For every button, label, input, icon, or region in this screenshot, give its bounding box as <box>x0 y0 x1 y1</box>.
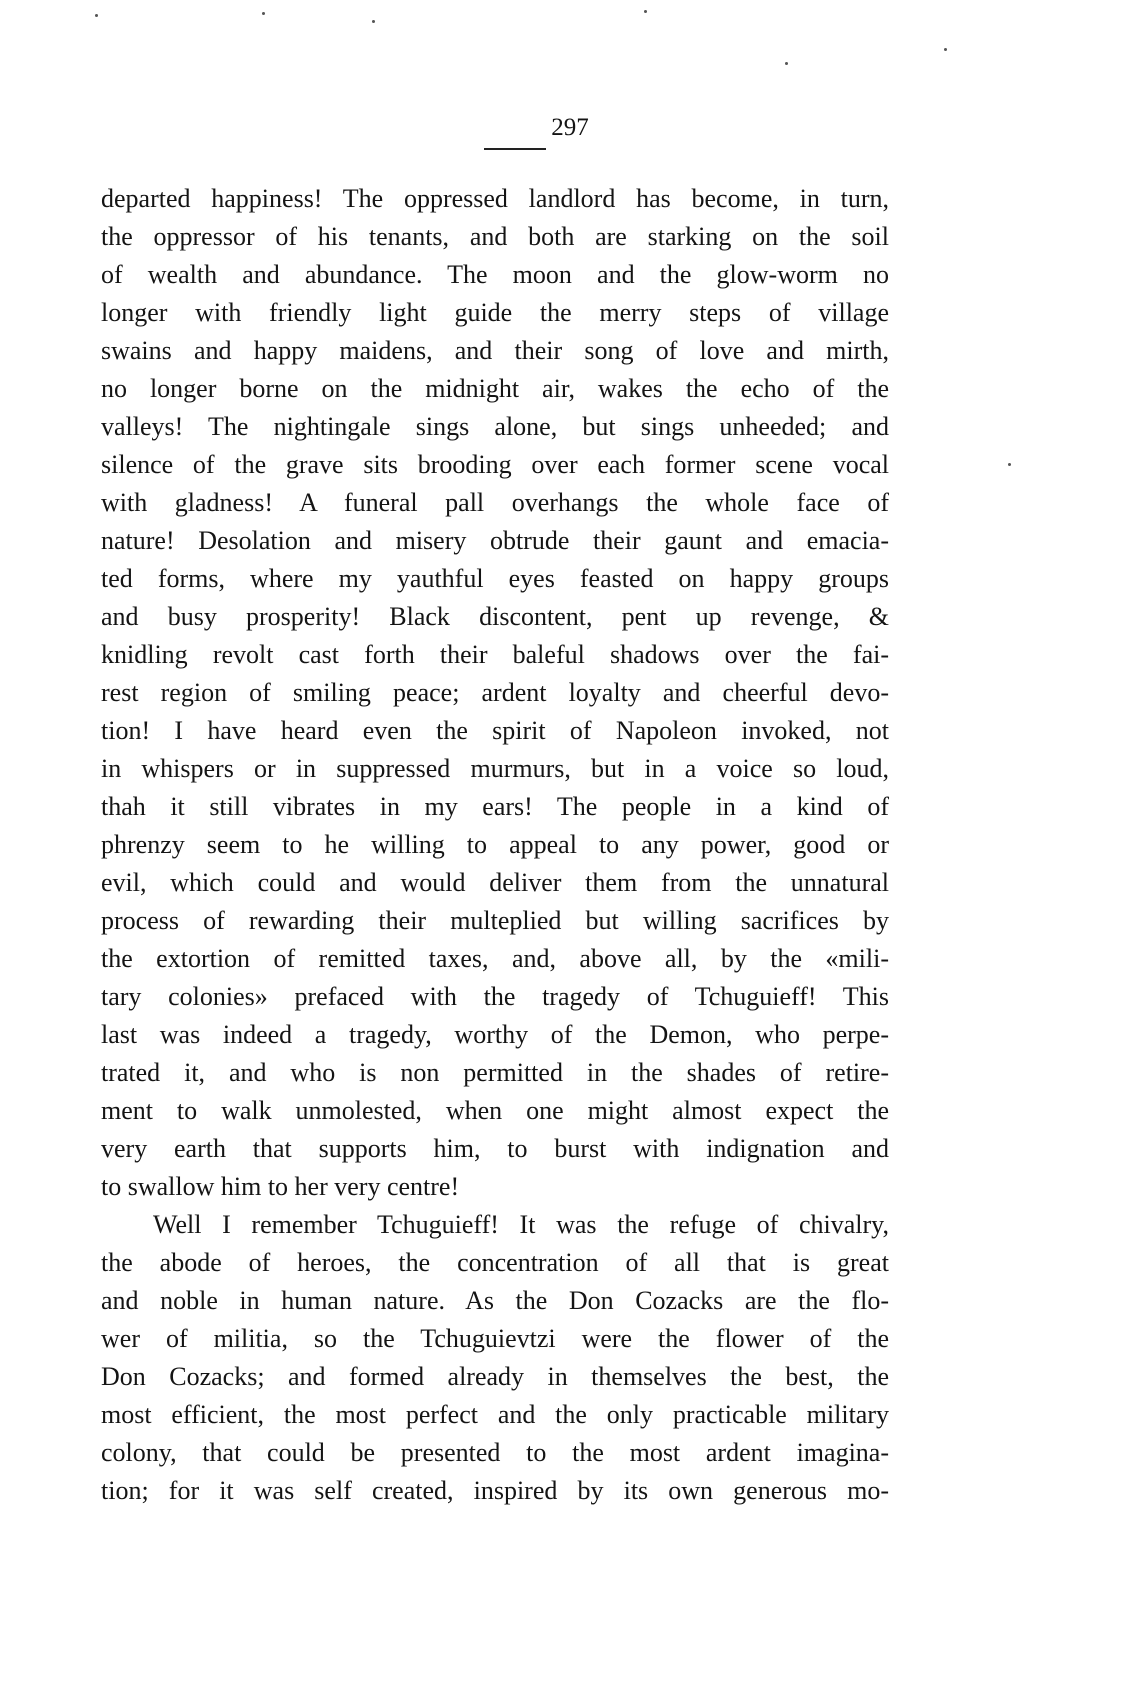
page-number: 297 <box>551 114 589 141</box>
text-line: tary colonies» prefaced with the tragedy of Tchuguieff! This <box>101 982 889 1011</box>
text-line: evil, which could and would deliver them from the unnatural <box>101 868 889 897</box>
page-number-rule <box>484 148 546 150</box>
text-line: and busy prosperity! Black discontent, pent up revenge, & <box>101 602 889 631</box>
text-line: of wealth and abundance. The moon and the glow-worm no <box>101 260 889 289</box>
text-line: with gladness! A funeral pall overhangs the whole face of <box>101 488 889 517</box>
text-line: the oppressor of his tenants, and both are starking on the soil <box>101 222 889 251</box>
text-line: colony, that could be presented to the most ardent imagina- <box>101 1438 889 1467</box>
text-line: swains and happy maidens, and their song of love and mirth, <box>101 336 889 365</box>
scan-speck <box>95 14 98 17</box>
text-line: in whispers or in suppressed murmurs, but in a voice so loud, <box>101 754 889 783</box>
text-line: no longer borne on the midnight air, wakes the echo of the <box>101 374 889 403</box>
scan-speck <box>262 12 265 15</box>
text-line: very earth that supports him, to burst with indignation and <box>101 1134 889 1163</box>
text-line: wer of militia, so the Tchuguievtzi were the flower of the <box>101 1324 889 1353</box>
text-line: phrenzy seem to he willing to appeal to any power, good or <box>101 830 889 859</box>
text-line: thah it still vibrates in my ears! The people in a kind of <box>101 792 889 821</box>
scan-speck <box>785 62 788 65</box>
text-line: silence of the grave sits brooding over each former scene vocal <box>101 450 889 479</box>
text-line: ment to walk unmolested, when one might almost expect the <box>101 1096 889 1125</box>
text-line: the extortion of remitted taxes, and, above all, by the «mili- <box>101 944 889 973</box>
text-line: tion! I have heard even the spirit of Napoleon invoked, not <box>101 716 889 745</box>
text-line: Don Cozacks; and formed already in themselves the best, the <box>101 1362 889 1391</box>
text-line: ted forms, where my yauthful eyes feasted on happy groups <box>101 564 889 593</box>
text-line: the abode of heroes, the concentration of all that is great <box>101 1248 889 1277</box>
text-line: most efficient, the most perfect and the only practicable military <box>101 1400 889 1429</box>
paragraph <box>101 1206 889 1510</box>
text-line: trated it, and who is non permitted in the shades of retire- <box>101 1058 889 1087</box>
scan-speck <box>644 10 647 13</box>
body-text <box>101 180 889 1510</box>
text-line: tion; for it was self created, inspired by its own generous mo- <box>101 1476 889 1505</box>
text-line: and noble in human nature. As the Don Cozacks are the flo- <box>101 1286 889 1315</box>
scan-speck <box>1008 463 1011 466</box>
text-line: Well I remember Tchuguieff! It was the refuge of chivalry, <box>153 1210 889 1239</box>
text-line: to swallow him to her very centre! <box>101 1172 460 1201</box>
text-line: rest region of smiling peace; ardent loyalty and cheerful devo- <box>101 678 889 707</box>
text-line: valleys! The nightingale sings alone, but sings unheeded; and <box>101 412 889 441</box>
paragraph <box>101 180 889 1206</box>
text-line: process of rewarding their multeplied but willing sacrifices by <box>101 906 889 935</box>
scan-speck <box>944 48 947 51</box>
text-line: longer with friendly light guide the merry steps of village <box>101 298 889 327</box>
text-line: last was indeed a tragedy, worthy of the Demon, who perpe- <box>101 1020 889 1049</box>
text-line: knidling revolt cast forth their baleful shadows over the fai- <box>101 640 889 669</box>
text-line: departed happiness! The oppressed landlord has become, in turn, <box>101 184 889 213</box>
text-line: nature! Desolation and misery obtrude their gaunt and emacia- <box>101 526 889 555</box>
scan-speck <box>372 20 375 23</box>
